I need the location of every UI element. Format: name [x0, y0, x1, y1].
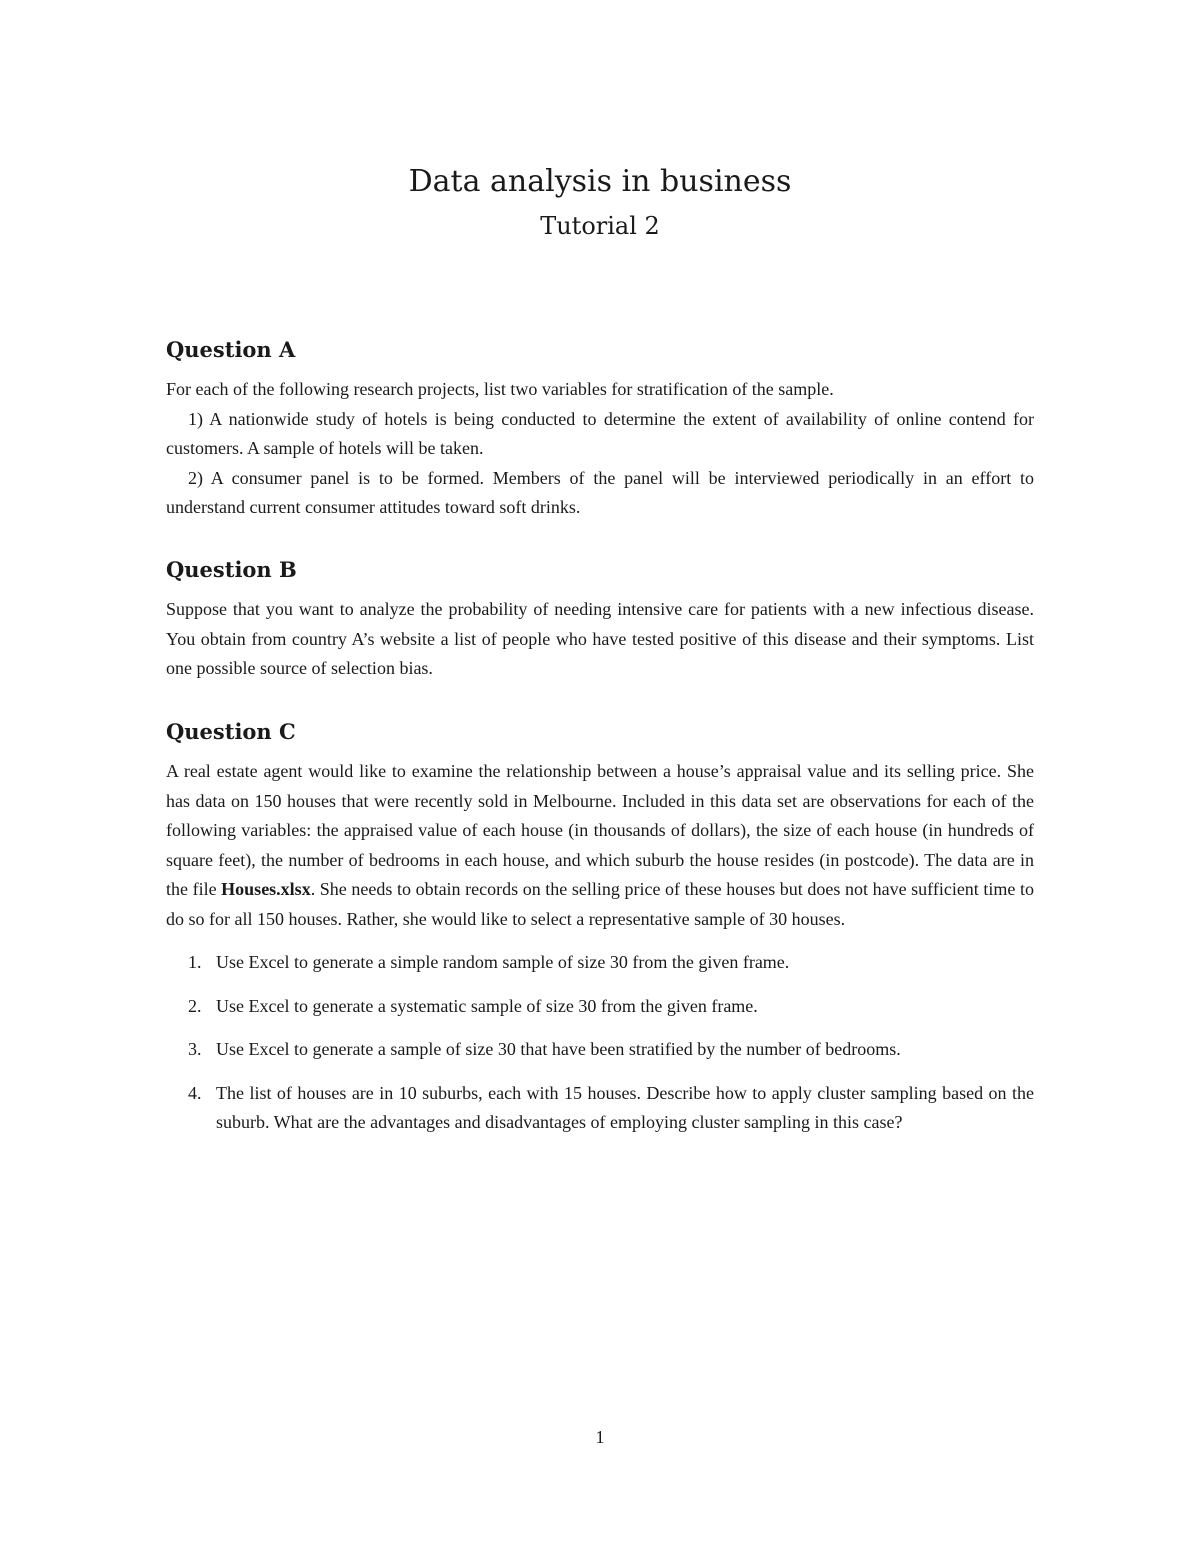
task-number: 3. [188, 1039, 202, 1059]
question-c-text-part1: A real estate agent would like to examine the relationship between a house’s appraisal value and its selling price. She has data on 150 houses that were recently sold in Melbourne. Included in this data set are observations for each of the following variables: the appraised value of each house (in thousands of dollars), the size of each house (in hundreds of square feet), the number of bedrooms in each house, and which suburb the house resides (in postcode). The data are in the file [166, 761, 1034, 899]
title-block [0, 160, 1200, 244]
task-number: 4. [188, 1082, 202, 1103]
question-a-body [166, 375, 1034, 523]
question-b-text: Suppose that you want to analyze the probability of needing intensive care for patients with a new infectious disease. You obtain from country A’s website a list of people who have tested positive of this disease and their symptoms. List one possible source of selection bias. [166, 599, 1034, 678]
question-a-heading: Question A [166, 337, 296, 362]
question-a-item-2: 2) A consumer panel is to be formed. Members of the panel will be interviewed periodically in an effort to understand current consumer attitudes toward soft drinks. [166, 467, 1034, 517]
task-text: Use Excel to generate a systematic sample of size 30 from the given frame. [216, 995, 758, 1016]
question-c-section [166, 717, 1034, 1152]
document-subtitle: Tutorial 2 [540, 212, 660, 240]
file-name: Houses.xlsx [221, 879, 311, 899]
question-b-section [166, 555, 1034, 684]
task-item [166, 948, 1034, 978]
question-a-item-1: 1) A nationwide study of hotels is being conducted to determine the extent of availability of online contend for customers. A sample of hotels will be taken. [166, 408, 1034, 458]
question-a-intro: For each of the following research projects, list two variables for stratification of the sample. [166, 379, 834, 399]
page-number: 1 [595, 1427, 605, 1447]
question-b-heading: Question B [166, 557, 297, 582]
question-c-text-part2: . She needs to obtain records on the selling price of these houses but does not have sufficient time to do so for all 150 houses. Rather, she would like to select a representative sample of 30 houses. [166, 879, 1034, 929]
task-text: Use Excel to generate a simple random sample of size 30 from the given frame. [216, 952, 790, 972]
question-b-body [166, 595, 1034, 684]
document-title: Data analysis in business [408, 164, 792, 199]
task-item [166, 992, 1034, 1022]
task-number: 1. [188, 952, 202, 972]
question-c-task-list [166, 948, 1034, 1138]
task-item [166, 1035, 1034, 1065]
question-a-section [166, 335, 1034, 523]
question-c-heading: Question C [166, 719, 296, 744]
task-text: Use Excel to generate a sample of size 30 that have been stratified by the number of bedrooms. [216, 1039, 901, 1059]
task-text: The list of houses are in 10 suburbs, each with 15 houses. Describe how to apply cluster sampling based on the suburb. What are the advantages and disadvantages of employing cluster sampling in this case? [216, 1082, 1034, 1132]
task-item [166, 1079, 1034, 1138]
question-c-body [166, 757, 1034, 1138]
question-c-text [166, 757, 1034, 934]
task-number: 2. [188, 995, 202, 1016]
